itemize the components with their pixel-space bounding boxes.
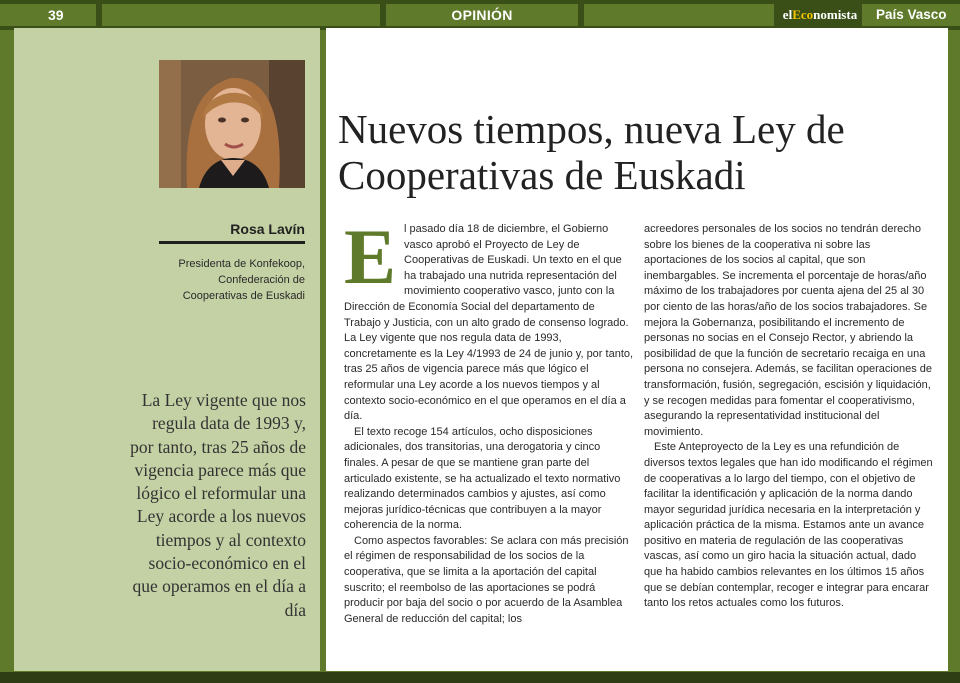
pull-quote: La Ley vigente que nos regula data de 1993 y, por tanto, tras 25 años de vigencia parece más que lógico el reformular una Ley acorde a los nuevos tiempos y al contexto socio-económico en el que operamos en el día a día (130, 390, 306, 620)
article-paragraph: Como aspectos favorables: Se aclara con más precisión el régimen de responsabilidad de los socios de la cooperativa, que se limita a la aportación del capital suscrito; el reembolso de las aportaciones se podrá producir por baja del socio o por acuerdo de la Asamblea General de reducción del capital; los (344, 534, 629, 625)
article-paragraph: l pasado día 18 de diciembre, el Gobierno vasco aprobó el Proyecto de Ley de Cooperativas de Euskadi. Un texto en el que ha trabajado una nutrida representación del movimiento cooperativo vasco, junto con la Dirección de Economía Social del departamento de Trabajo y Justicia, con un alto grado de consenso logrado. La Ley vigente que nos regula data de 1993, concretamente es la Ley 4/1993 de 24 de junio y, por tanto, tras 25 años de vigencia parece más que lógico el reformular una Ley acorde a los nuevos tiempos y al contexto socio-económico en el que operamos en el día a día. (344, 223, 634, 423)
portrait-illustration (159, 60, 305, 188)
author-photo (159, 60, 305, 188)
logo-accent: Eco (792, 7, 814, 22)
bottom-bar (0, 672, 960, 683)
publication-logo (780, 4, 860, 26)
drop-cap: E (344, 213, 397, 300)
article-panel (326, 28, 948, 671)
author-role: Presidenta de Konfekoop, Confederación de Cooperativas de Euskadi (178, 258, 305, 302)
section-label: OPINIÓN (386, 4, 578, 26)
article-paragraph: Este Anteproyecto de la Ley es una refundición de diversos textos legales que han ido modificando el régimen de cooperativas a lo largo del tiempo, con el objetivo de facilitar la identificación y aplicación de la norma dando mayor seguridad jurídica necesaria en la interpretación y aplicación práctica de la misma. Estamos ante un avance positivo en materia de regulación de las cooperativas vascas, así como un giro hacia la situación actual, dado que ha habido cambios relevantes en los últimos 15 años que se debían contemplar, recoger e integrar para encarar tanto los retos actuales como los futuros. (644, 441, 933, 610)
top-bar-segment (102, 4, 380, 26)
article-column-2 (644, 222, 936, 612)
logo-prefix: el (782, 7, 793, 22)
page-number: 39 (0, 4, 96, 26)
author-sidebar (14, 28, 320, 671)
article-column-1 (344, 213, 634, 627)
top-bar-segment (584, 4, 774, 26)
article-paragraph: acreedores personales de los socios no tendrán derecho sobre los bienes de la cooperativa ni sobre las aportaciones de los socios al capital, que son inembargables. Se incrementa el porcentaje de horas/año máximo de los trabajadores por cuenta ajena del 25 al 30 por ciento de las horas/año de los socios trabajadores. Se mejora la Gobernanza, posibilitando el incremento de personas no socias en el Consejo Rector, y abriendo la posibilidad de que la función de secretario recaiga en una persona no consejera. Además, se facilitan operaciones de transformación, fusión, segregación, escisión y liquidación, y se recogen medidas para fomentar el cooperativismo, asegurando la representatividad institucional del movimiento. (644, 223, 933, 438)
author-divider (159, 241, 305, 244)
top-bar (0, 0, 960, 30)
article-headline: Nuevos tiempos, nueva Ley de Cooperativas de Euskadi (338, 106, 845, 198)
author-name: Rosa Lavín (230, 221, 305, 237)
article-paragraph: El texto recoge 154 artículos, ocho disposiciones adicionales, dos transitorias, una derogatoria y cinco finales. A pesar de que se mantiene gran parte del articulado existente, se ha actualizado el texto normativo realizando determinados cambios y ajustes, así como mejoras jurídico-técnicas que contribuyen a la mayor coherencia de la norma. (344, 425, 621, 532)
region-label: País Vasco (862, 4, 960, 26)
logo-suffix: nomista (813, 7, 858, 22)
